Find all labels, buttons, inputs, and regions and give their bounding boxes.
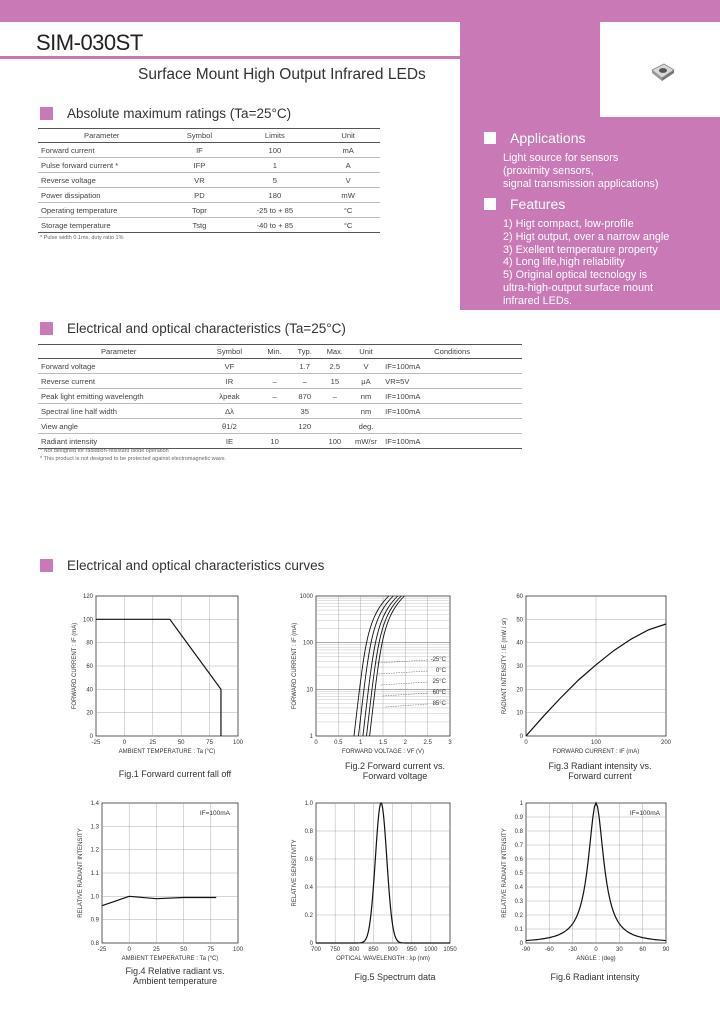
table-cell: V: [350, 359, 382, 374]
x-tick-label: 3: [448, 740, 452, 746]
caption-fig2-line2: Forward voltage: [362, 771, 428, 781]
caption-fig6: [500, 972, 690, 982]
table-cell: View angle: [38, 419, 199, 434]
x-tick-label: 0: [127, 947, 131, 953]
table-cell: μA: [350, 374, 382, 389]
y-tick-label: 0.6: [304, 857, 313, 863]
caption-fig4-line1: Fig.4 Relative radiant vs.: [125, 966, 225, 976]
table-cell: V: [316, 173, 380, 188]
y-tick-label: 30: [516, 664, 523, 670]
table-cell: VR=5V: [382, 374, 522, 389]
table-cell: mW/sr: [350, 434, 382, 449]
features-line: ultra-high-output surface mount: [503, 281, 654, 294]
y-tick-label: 0.4: [304, 885, 313, 891]
chart-fig6: [490, 795, 690, 965]
caption-fig2: [300, 761, 490, 781]
table-cell: [320, 419, 350, 434]
y-tick-label: 10: [516, 710, 523, 717]
table-cell: [260, 359, 290, 374]
table-header-cell: Symbol: [165, 129, 233, 143]
y-tick-label: 20: [516, 687, 523, 694]
y-tick-label: 0.2: [304, 913, 313, 919]
table-cell: -25 to + 85: [233, 203, 316, 218]
curves-heading-text: Electrical and optical characteristics curves: [67, 558, 325, 573]
applications-text: [503, 152, 714, 190]
applications-line: signal transmission applications): [503, 177, 659, 190]
elec-char-table: [38, 344, 522, 449]
abs-heading-text: Absolute maximum ratings (Ta=25°C): [67, 106, 292, 121]
y-tick-label: 0.2: [514, 913, 523, 919]
x-axis-label: FORWARD CURRENT : IF (mA): [552, 749, 640, 755]
x-tick-label: 2: [403, 740, 408, 746]
table-cell: 2.5: [320, 359, 350, 374]
table-row: [38, 389, 522, 404]
square-bullet-icon: [40, 107, 53, 120]
x-tick-label: 60: [639, 947, 647, 953]
table-cell: mW: [316, 188, 380, 203]
y-tick-label: 40: [86, 687, 93, 694]
series-line: [358, 596, 393, 736]
table-cell: PD: [165, 188, 233, 203]
y-tick-label: 0.5: [514, 871, 523, 877]
table-header-cell: Symbol: [199, 345, 259, 359]
y-tick-label: 0.9: [90, 917, 99, 924]
x-tick-label: -30: [568, 947, 578, 953]
x-tick-label: 100: [232, 740, 244, 746]
x-axis-label: AMBIENT TEMPERATURE : Ta (°C): [118, 749, 216, 755]
table-header-cell: Limits: [233, 129, 316, 143]
x-axis-label: ANGLE : (deg): [576, 956, 616, 962]
table-cell: Spectral line half width: [38, 404, 199, 419]
table-cell: 1.7: [290, 359, 320, 374]
chart-fig4: [60, 795, 260, 965]
y-tick-label: 0.4: [514, 885, 523, 891]
table-cell: –: [320, 389, 350, 404]
x-tick-label: 1.5: [378, 740, 388, 746]
leader-line: [381, 682, 428, 685]
table-header-cell: Parameter: [38, 345, 199, 359]
chart-fig3: [490, 590, 690, 760]
elec-heading: [40, 321, 346, 336]
caption-fig4-line2: Ambient temperature: [132, 976, 218, 986]
table-header-cell: Unit: [316, 129, 380, 143]
x-tick-label: 0: [594, 947, 598, 953]
table-cell: mA: [316, 143, 380, 158]
x-tick-label: 750: [330, 947, 341, 953]
abs-ratings-table: [38, 128, 380, 233]
table-cell: λpeak: [199, 389, 259, 404]
table-cell: θ1/2: [199, 419, 259, 434]
features-line: infrared LEDs.: [503, 294, 573, 307]
y-tick-label: 20: [86, 710, 93, 717]
table-cell: Radiant intensity: [38, 434, 199, 449]
table-cell: 10: [260, 434, 290, 449]
abs-heading: [40, 106, 291, 121]
table-row: [38, 143, 380, 158]
x-tick-label: 1050: [443, 947, 457, 953]
x-tick-label: 75: [207, 947, 215, 953]
table-cell: Forward current: [38, 143, 165, 158]
table-cell: deg.: [350, 419, 382, 434]
series-line: [102, 896, 216, 905]
x-tick-label: 90: [662, 947, 670, 953]
x-tick-label: 200: [660, 740, 672, 746]
legend-label: 85°C: [432, 701, 446, 707]
table-cell: 35: [290, 404, 320, 419]
y-tick-label: 100: [82, 617, 93, 624]
table-cell: °C: [316, 218, 380, 233]
table-cell: [290, 434, 320, 449]
x-tick-label: 1000: [424, 947, 438, 953]
table-header-cell: Min.: [260, 345, 290, 359]
x-tick-label: 0: [314, 740, 318, 746]
table-cell: IE: [199, 434, 259, 449]
table-cell: –: [260, 389, 290, 404]
table-cell: Tstg: [165, 218, 233, 233]
square-bullet-icon: [40, 559, 53, 572]
y-axis-label: RELATIVE RADIANT INTENSITY: [502, 828, 508, 918]
table-cell: Reverse voltage: [38, 173, 165, 188]
table-header-cell: Typ.: [290, 345, 320, 359]
table-cell: Storage temperature: [38, 218, 165, 233]
y-tick-label: 0.6: [514, 857, 523, 863]
x-tick-label: 25: [153, 947, 160, 953]
legend-label: 60°C: [432, 690, 446, 696]
x-axis-label: FORWARD VOLTAGE : VF (V): [341, 749, 425, 755]
table-cell: –: [260, 374, 290, 389]
x-tick-label: -25: [91, 740, 101, 746]
table-cell: -40 to + 85: [233, 218, 316, 233]
table-row: [38, 203, 380, 218]
caption-fig2-line1: Fig.2 Forward current vs.: [344, 761, 446, 771]
x-tick-label: -60: [544, 947, 554, 953]
y-tick-label: 80: [86, 640, 93, 647]
table-cell: IF=100mA: [382, 404, 522, 419]
table-cell: 100: [320, 434, 350, 449]
table-cell: Peak light emitting wavelength: [38, 389, 199, 404]
leader-line: [385, 704, 428, 707]
table-cell: [260, 419, 290, 434]
features-block: [484, 196, 714, 308]
y-axis-label: RELATIVE RADIANT INTENSITY: [78, 828, 84, 918]
x-axis-label: OPTICAL WAVELENGTH : λp (nm): [336, 956, 430, 962]
features-line: 1) Higt compact, low-profile: [503, 218, 634, 230]
y-tick-label: 1000: [299, 594, 313, 600]
y-tick-label: 0.3: [514, 899, 523, 905]
page-subtitle: Surface Mount High Output Infrared LEDs: [138, 66, 426, 83]
table-cell: Δλ: [199, 404, 259, 419]
x-tick-label: 25: [149, 740, 157, 746]
y-axis-label: RADIANT INTENSITY : IE (mW / sr): [502, 617, 508, 715]
plot-frame: [316, 803, 450, 943]
features-heading: Features: [510, 196, 566, 212]
y-tick-label: 120: [82, 594, 93, 600]
y-tick-label: 0: [89, 734, 93, 740]
applications-heading: Applications: [510, 130, 586, 146]
legend-label: -25°C: [430, 657, 446, 663]
table-cell: nm: [350, 389, 382, 404]
square-bullet-icon: [40, 322, 53, 335]
x-tick-label: 950: [406, 947, 417, 953]
y-tick-label: 10: [306, 687, 313, 694]
y-tick-label: 0.7: [514, 843, 523, 849]
table-header-cell: Max.: [320, 345, 350, 359]
caption-fig3-line1: Fig.3 Radiant intensity vs.: [548, 761, 652, 771]
x-tick-label: 2.5: [423, 740, 432, 746]
y-tick-label: 60: [516, 594, 523, 600]
table-cell: nm: [350, 404, 382, 419]
table-row: [38, 419, 522, 434]
features-line: 2) Higt output, over a narrow angle: [503, 230, 670, 243]
y-tick-label: 0.1: [514, 927, 523, 933]
table-cell: [382, 419, 522, 434]
y-tick-label: 0.8: [304, 829, 313, 835]
y-tick-label: 1: [519, 801, 523, 807]
table-cell: VF: [199, 359, 259, 374]
y-axis-label: FORWARD CURRENT : IF (mA): [72, 622, 78, 710]
caption-fig1: [80, 769, 270, 779]
features-text: [503, 218, 714, 308]
y-tick-label: 50: [516, 617, 523, 624]
table-cell: IF=100mA: [382, 389, 522, 404]
annotation: IF=100mA: [629, 810, 660, 817]
x-tick-label: 800: [349, 947, 360, 953]
y-axis-label: FORWARD CURRENT : IF (mA): [292, 622, 298, 710]
table-row: [38, 158, 380, 173]
chart-fig1: [60, 590, 260, 760]
table-header-cell: Conditions: [382, 345, 522, 359]
caption-fig5: [300, 972, 490, 982]
table-cell: 100: [233, 143, 316, 158]
table-cell: [260, 404, 290, 419]
table-cell: 870: [290, 389, 320, 404]
applications-block: [484, 130, 714, 190]
x-tick-label: 850: [368, 947, 379, 953]
curves-heading: [40, 558, 324, 573]
table-cell: Forward voltage: [38, 359, 199, 374]
applications-line: (proximity sensors,: [503, 164, 594, 177]
table-cell: Reverse current: [38, 374, 199, 389]
x-tick-label: 0: [524, 740, 528, 746]
x-tick-label: 75: [206, 740, 213, 746]
table-row: [38, 374, 522, 389]
header-pink-bar: [0, 0, 460, 22]
caption-fig5-text: Fig.5 Spectrum data: [354, 972, 436, 982]
led-chip-image: [650, 62, 676, 82]
chart-fig2: [280, 590, 480, 760]
applications-line: Light source for sensors: [503, 152, 619, 164]
x-tick-label: 100: [232, 947, 244, 953]
x-tick-label: 900: [387, 947, 398, 953]
y-tick-label: 40: [516, 640, 523, 647]
table-cell: Topr: [165, 203, 233, 218]
caption-fig4: [80, 966, 270, 986]
table-row: [38, 218, 380, 233]
elec-note-2: * This product is not designed to be protected against electromagnetic wave.: [40, 456, 227, 462]
y-tick-label: 0.8: [90, 941, 99, 947]
table-header-cell: Unit: [350, 345, 382, 359]
x-tick-label: 50: [180, 947, 187, 953]
y-tick-label: 1.1: [90, 871, 99, 877]
features-line: 3) Exellent temperature property: [503, 243, 658, 256]
table-cell: A: [316, 158, 380, 173]
y-tick-label: 0.9: [514, 815, 523, 821]
table-cell: IR: [199, 374, 259, 389]
table-cell: 5: [233, 173, 316, 188]
y-tick-label: 1.4: [90, 801, 99, 807]
y-tick-label: 1.3: [90, 824, 99, 831]
leader-line: [379, 671, 428, 674]
table-row: [38, 404, 522, 419]
y-tick-label: 0: [309, 941, 313, 947]
table-cell: –: [290, 374, 320, 389]
legend-label: 25°C: [432, 679, 446, 685]
square-bullet-icon: [484, 132, 496, 144]
features-line: 4) Long life,high reliability: [503, 256, 625, 269]
table-cell: IFP: [165, 158, 233, 173]
table-cell: °C: [316, 203, 380, 218]
y-tick-label: 0: [519, 734, 523, 740]
caption-fig3-line2: Forward current: [568, 771, 632, 781]
chart-fig5: [280, 795, 480, 965]
series-line: [363, 596, 398, 736]
table-cell: IF: [165, 143, 233, 158]
table-cell: [320, 404, 350, 419]
y-tick-label: 1.2: [90, 847, 99, 854]
table-cell: IF=100mA: [382, 359, 522, 374]
table-header-cell: Parameter: [38, 129, 165, 143]
features-line: 5) Original optical tecnology is: [503, 269, 648, 282]
annotation: IF=100mA: [199, 810, 230, 817]
series-line: [316, 803, 450, 943]
table-cell: 180: [233, 188, 316, 203]
legend-label: 0°C: [435, 668, 446, 674]
x-tick-label: -90: [521, 947, 531, 953]
caption-fig6-text: Fig.6 Radiant intensity: [550, 972, 640, 982]
y-tick-label: 100: [302, 640, 313, 647]
table-cell: 1: [233, 158, 316, 173]
elec-note-1: * Not designed for radiation-resistant diode operation: [40, 448, 169, 454]
page-title: SIM-030ST: [36, 30, 143, 55]
table-cell: Operating temperature: [38, 203, 165, 218]
x-tick-label: 30: [615, 947, 623, 953]
table-row: [38, 359, 522, 374]
table-cell: Power dissipation: [38, 188, 165, 203]
leader-line: [376, 660, 428, 663]
abs-note: * Pulse width 0.1ms, duty ratio 1%: [40, 235, 124, 241]
table-cell: Pulse forward current *: [38, 158, 165, 173]
x-tick-label: 1: [358, 740, 363, 746]
table-row: [38, 188, 380, 203]
y-tick-label: 1.0: [304, 801, 313, 807]
square-bullet-icon: [484, 198, 496, 210]
table-cell: VR: [165, 173, 233, 188]
x-tick-label: 700: [310, 947, 322, 953]
y-axis-label: RELATIVE SENSITIVITY: [292, 839, 298, 907]
x-tick-label: 100: [590, 740, 602, 746]
y-tick-label: 60: [86, 664, 93, 670]
table-cell: 15: [320, 374, 350, 389]
x-axis-label: AMBIENT TEMPERATURE : Ta (°C): [121, 956, 219, 962]
table-cell: 120: [290, 419, 320, 434]
x-tick-label: -25: [97, 947, 107, 953]
series-line: [96, 619, 221, 736]
caption-fig1-text: Fig.1 Forward current fall off: [118, 769, 232, 779]
y-tick-label: 1.0: [90, 894, 99, 901]
header-pink-line: [0, 56, 460, 59]
table-row: [38, 173, 380, 188]
y-tick-label: 1: [309, 734, 313, 740]
y-tick-label: 0: [519, 941, 523, 947]
caption-fig3: [505, 761, 695, 781]
x-tick-label: 50: [177, 740, 185, 746]
elec-heading-text: Electrical and optical characteristics (Ta=25°C): [67, 321, 346, 336]
table-cell: IF=100mA: [382, 434, 522, 449]
x-tick-label: 0: [122, 740, 127, 746]
y-tick-label: 0.8: [514, 829, 523, 835]
x-tick-label: 0.5: [334, 740, 343, 746]
